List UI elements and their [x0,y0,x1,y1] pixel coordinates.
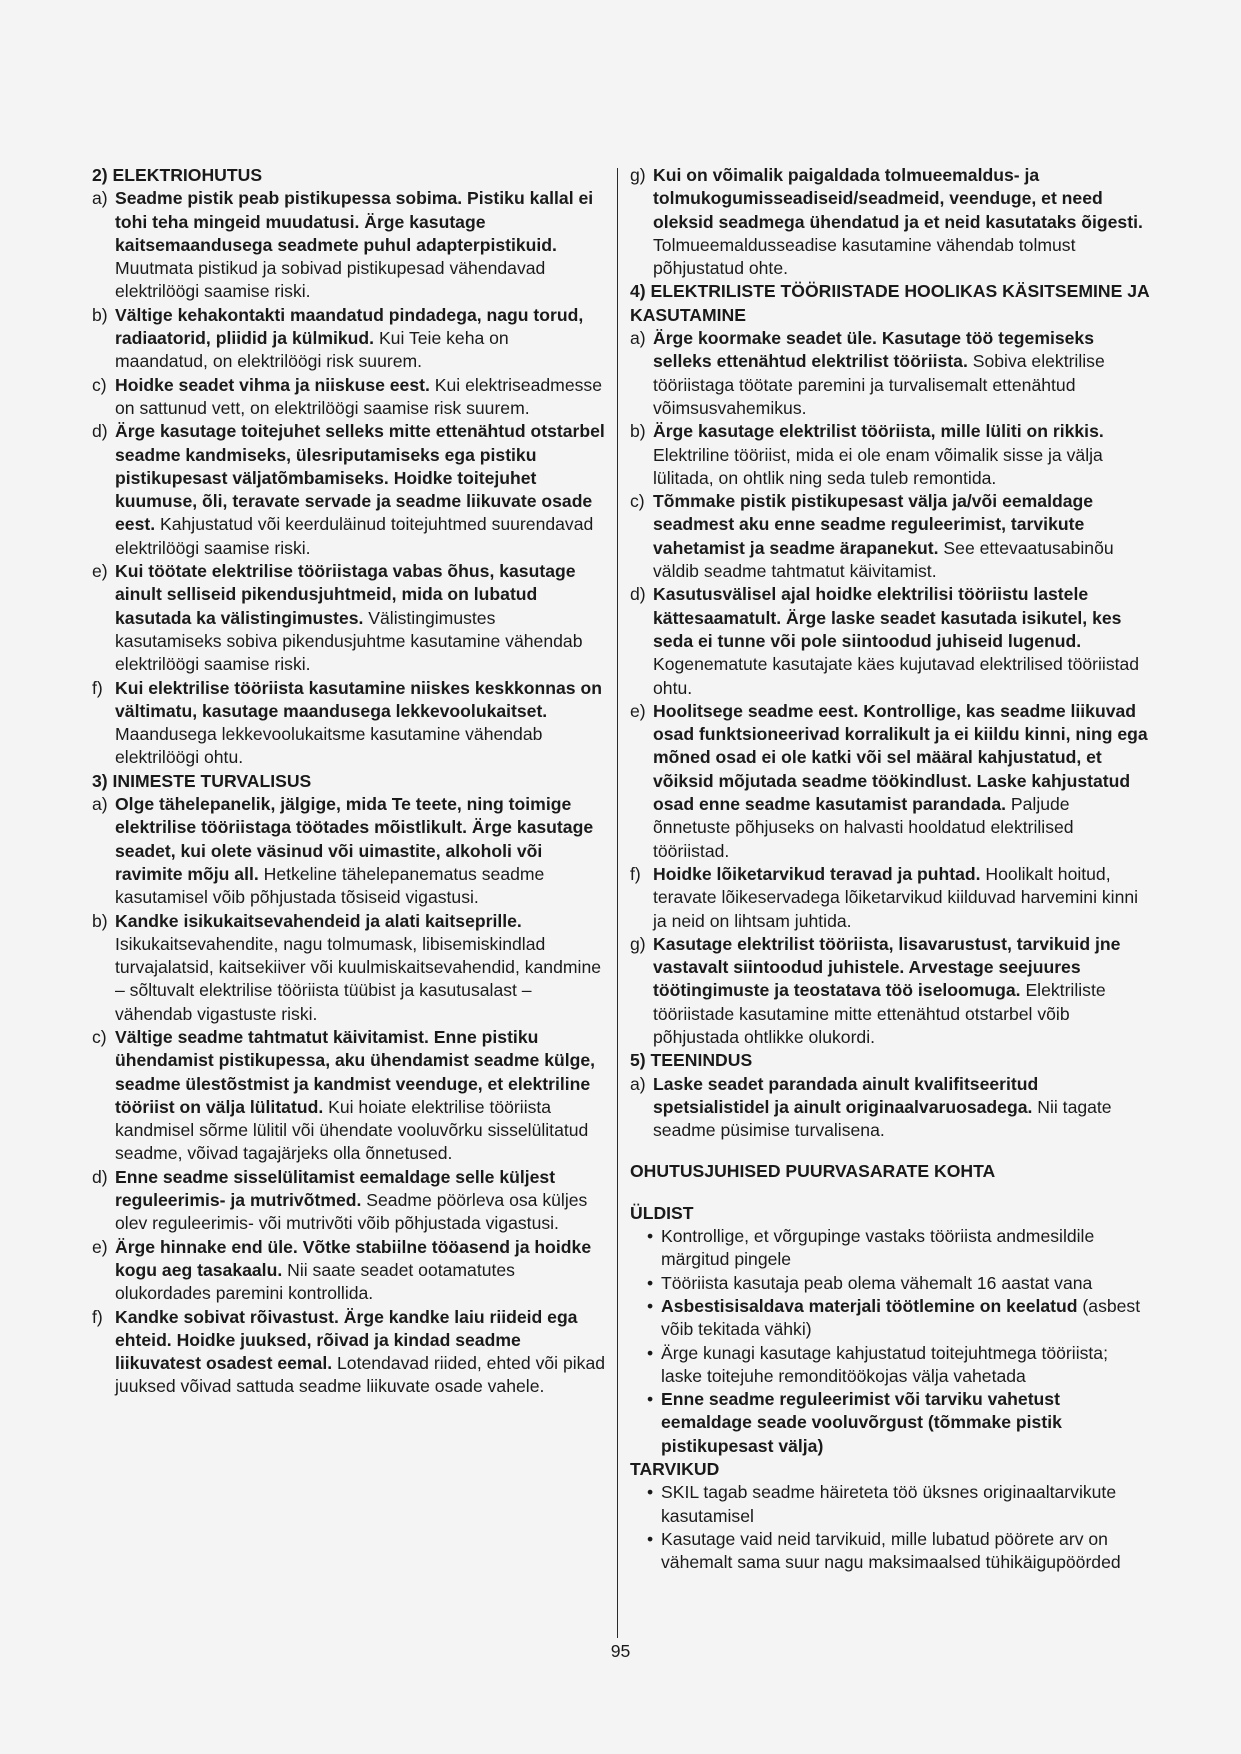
list-item-marker: f) [92,1306,103,1327]
list-item [92,677,606,770]
list-item-marker: b) [92,910,108,931]
section-heading-tool-use-care: 4) ELEKTRILISTE TÖÖRIISTADE HOOLIKAS KÄSITSEMINE JA KASUTAMINE [630,281,1150,325]
list-item-marker: a) [630,328,646,349]
list-item-marker: a) [92,188,108,209]
list-item-text: Kogenematute kasutajate käes kujutavad elektrilised tööriistad ohtu. [653,654,1140,698]
list-item-text: Elektriliste tööriistade kasutamine mitte ettenähtud otstarbel võib põhjustada ohtlikke olukordi. [653,980,1106,1047]
list-item [92,420,606,560]
personal-safety-list [92,793,606,1399]
list-item-text: Elektriline tööriist, mida ei ole enam võimalik sisse ja välja lülitada, on ohtlik ning seda tuleb remontida. [653,444,1103,488]
electrical-safety-list [92,187,606,769]
bullet-item [630,1388,1150,1458]
list-item [92,560,606,676]
list-item-text: Nii saate seadet ootamatutes olukordades paremini kontrollida. [115,1259,515,1304]
list-item-bold-text: Kui elektrilise tööriista kasutamine niiskes keskkonnas on vältimatu, kasutage maandusega lekkevoolukaitset. [115,677,602,721]
list-item-text: Sobiva elektrilise tööriistaga töötate paremini ja turvalisemalt ettenähtud võimsusvahemikus. [653,351,1105,418]
personal-safety-list-continued [630,164,1150,280]
list-item [630,420,1150,490]
list-item-marker: b) [92,304,108,325]
list-item-bold-text: Kui töötate elektrilise tööriistaga vabas õhus, kasutage ainult selliseid pikendusjuhtmeid, mida on lubatud kasutada ka välistingimustes. [115,561,576,628]
list-item [630,490,1150,583]
section-heading-hammer-safety: OHUTUSJUHISED PUURVASARATE KOHTA [630,1161,996,1182]
list-item-bold-text: Vältige kehakontakti maandatud pindadega, nagu torud, radiaatorid, pliidid ja külmikud. [115,304,584,349]
column-divider [617,168,618,1638]
list-item [630,700,1150,863]
list-item-text: Kahjustatud või keerduläinud toitejuhtmed suurendavad elektrilöögi saamise riski. [115,514,594,558]
bullet-bold-text: Enne seadme reguleerimist või tarviku vahetust eemaldage seade vooluvõrgust (tõmmake pistik pistikupesast välja) [661,1389,1062,1456]
list-item-bold-text: Kasutage elektrilist tööriista, lisavarustust, tarvikuid jne vastavalt siintoodud juhistele. Arvestage seejuures töötingimuste ja teostatava töö iseloomuga. [653,933,1121,1001]
list-item-text: Välistingimustes kasutamiseks sobiva pikendusjuhtme kasutamine vähendab elektrilöögi saamise riski. [115,607,583,675]
list-item-text: Lotendavad riided, ehted või pikad juuksed võivad sattuda seadme liikuvate osade vahele. [115,1353,606,1397]
list-item [92,374,606,421]
bullet-item [630,1295,1150,1342]
list-item [630,1073,1150,1143]
bullet-item [630,1481,1150,1528]
bullet-icon: • [647,1389,654,1410]
list-item-text: Seadme pöörleva osa küljes olev reguleerimis- või mutrivõti võib põhjustada vigastusi. [115,1190,588,1234]
list-item-bold-text: Tõmmake pistik pistikupesast välja ja/või eemaldage seadmest aku enne seadme reguleerimist, tarvikute vahetamist ja seadme ärapanekut. [653,491,1094,558]
list-item [92,1236,606,1306]
bullet-text: SKIL tagab seadme häireteta töö üksnes originaaltarvikute kasutamisel [661,1482,1117,1526]
list-item-bold-text: Enne seadme sisselülitamist eemaldage selle küljest reguleerimis- ja mutrivõtmed. [115,1166,556,1211]
bullet-item [630,1225,1150,1272]
section-heading-general: ÜLDIST [630,1202,694,1223]
bullet-text: (asbest võib tekitada vähki) [661,1295,1141,1340]
list-item-marker: g) [630,933,646,954]
list-item-text: See ettevaatusabinõu väldib seadme tahtmatut käivitamist. [653,537,1114,582]
list-item [92,793,606,909]
list-item [92,1166,606,1236]
list-item-bold-text: Hoolitsege seadme eest. Kontrollige, kas seadme liikuvad osad funktsioneerivad korralikult ja ei kiildu kinni, ning ega mõned osad ei ole katki või sel määral kahjustatud, et võiksid mõjutada seadme töökindlust. Laske kahjustatud osad enne seadme kasutamist parandada. [653,700,1148,815]
list-item-text: Kui Teie keha on maandatud, on elektrilöögi risk suurem. [115,328,509,372]
spacer [630,1184,1150,1202]
bullet-icon: • [647,1482,654,1503]
list-item [92,304,606,374]
service-list [630,1073,1150,1143]
list-item-text: Maandusega lekkevoolukaitsme kasutamine vähendab elektrilöögi ohtu. [115,724,543,768]
bullet-bold-text: Asbestisisaldava materjali töötlemine on keelatud [661,1295,1078,1316]
list-item-marker: c) [92,374,107,395]
list-item-bold-text: Vältige seadme tahtmatut käivitamist. Enne pistiku ühendamist pistikupessa, aku ühendamist seadme külge, seadme ülestõstmist ja kandmist veenduge, et elektriline tööriist on välja lülitatud. [115,1026,596,1117]
list-item [630,583,1150,699]
list-item [630,327,1150,420]
spacer [630,1142,1150,1160]
list-item-marker: e) [92,561,108,582]
list-item-marker: e) [630,700,646,721]
list-item-marker: f) [630,863,641,884]
list-item-text: Hoolikalt hoitud, teravate lõikeservadega lõiketarvikud kiilduvad harvemini kinni ja neid on lihtsam juhtida. [653,863,1139,931]
bullet-item [630,1272,1150,1295]
list-item-marker: b) [630,421,646,442]
bullet-item [630,1342,1150,1389]
bullet-text: Kontrollige, et võrgupinge vastaks tööriista andmesildile märgitud pingele [661,1226,1095,1270]
list-item-text: Nii tagate seadme püsimise turvalisena. [653,1096,1112,1141]
list-item-marker: a) [92,794,108,815]
list-item-text: Kui hoiate elektrilise tööriista kandmisel sõrme lülitil või ühendate vooluvõrku sisselülitatud seadme, võivad tagajärjeks olla õnnetused. [115,1096,589,1164]
list-item-bold-text: Olge tähelepanelik, jälgige, mida Te teete, ning toimige elektrilise tööriistaga töötades mõistlikult. Ärge kasutage seadet, kui olete väsinud või uimastite, alkoholi või ravimite mõju all. [115,794,594,884]
list-item-text: Tolmueemaldusseadise kasutamine vähendab tolmust põhjustatud ohte. [653,234,1076,279]
list-item-text: Kui elektriseadmesse on sattunud vett, on elektrilöögi saamise risk suurem. [115,374,602,418]
list-item-text: Muutmata pistikud ja sobivad pistikupesad vähendavad elektrilöögi saamise riski. [115,258,546,302]
list-item [92,1026,606,1166]
left-column [92,164,606,1399]
list-item-bold-text: Kandke sobivat rõivastust. Ärge kandke laiu riideid ega ehteid. Hoidke juuksed, rõivad ja kindad seadme liikuvatest osadest eemal. [115,1306,578,1374]
list-item-bold-text: Hoidke lõiketarvikud teravad ja puhtad. [653,863,981,884]
list-item-bold-text: Seadme pistik peab pistikupessa sobima. Pistiku kallal ei tohi teha mingeid muudatusi. Ärge kasutage kaitsemaandusega seadmete puhul adapterpistikuid. [115,188,594,255]
bullet-text: Tööriista kasutaja peab olema vähemalt 16 aastat vana [661,1272,1093,1293]
list-item-bold-text: Laske seadet parandada ainult kvalifitseeritud spetsialistidel ja ainult originaalvaruosadega. [653,1073,1039,1117]
list-item-marker: g) [630,165,646,185]
bullet-text: Kasutage vaid neid tarvikuid, mille lubatud pöörete arv on vähemalt sama suur nagu maksimaalsed tühikäigupöörded [661,1528,1121,1573]
bullet-icon: • [647,1528,654,1549]
page-number: 95 [610,1641,631,1661]
list-item-marker: f) [92,677,103,698]
list-item-bold-text: Hoidke seadet vihma ja niiskuse eest. [115,374,430,395]
list-item [630,164,1150,280]
list-item-text: Isikukaitsevahendite, nagu tolmumask, libisemiskindlad turvajalatsid, kaitsekiiver või kuulmiskaitsevahendid, kandmine – sõltuvalt elektrilise tööriista tüübist ja kasutusalast – vähendab vigastuste riski. [115,933,602,1024]
list-item-bold-text: Ärge kasutage elektrilist tööriista, mille lüliti on rikkis. [653,421,1104,442]
bullet-item [630,1528,1150,1575]
list-item-bold-text: Kui on võimalik paigaldada tolmueemaldus- ja tolmukogumisseadiseid/seadmeid, veenduge, et need oleksid seadmega ühendatud ja et neid kasutataks õigesti. [653,165,1143,232]
list-item-bold-text: Kandke isikukaitsevahendeid ja alati kaitseprille. [115,910,522,931]
list-item [630,863,1150,933]
list-item [92,187,606,303]
list-item-marker: d) [92,1166,108,1187]
bullet-text: Ärge kunagi kasutage kahjustatud toitejuhtmega tööriista; laske toitejuhe remonditöökojas välja vahetada [661,1342,1108,1386]
bullet-icon: • [647,1272,654,1293]
section-heading-electrical-safety: 2) ELEKTRIOHUTUS [92,165,263,185]
general-bullet-list [630,1225,1150,1458]
list-item-text: Paljude õnnetuste põhjuseks on halvasti hooldatud elektrilised tööriistad. [653,794,1074,861]
list-item [92,1306,606,1399]
right-column [630,164,1150,1575]
list-item-marker: c) [92,1026,107,1047]
list-item-bold-text: Ärge koormake seadet üle. Kasutage töö tegemiseks selleks ettenähtud elektrilist tööriista. [653,328,1094,372]
list-item [630,933,1150,1049]
bullet-icon: • [647,1342,654,1363]
list-item-bold-text: Ärge hinnake end üle. Võtke stabiilne tööasend ja hoidke kogu aeg tasakaalu. [115,1236,592,1280]
section-heading-service: 5) TEENINDUS [630,1050,753,1071]
list-item-marker: d) [92,421,108,442]
list-item-marker: c) [630,491,645,512]
bullet-icon: • [647,1295,654,1316]
bullet-icon: • [647,1226,654,1247]
list-item-bold-text: Ärge kasutage toitejuhet selleks mitte ettenähtud otstarbel seadme kandmiseks, ülesriputamiseks ega pistiku pistikupesast väljatõmbamiseks. Hoidke toitejuhet kuumuse, õli, teravate servade ja seadme liikuvate osade eest. [115,421,605,535]
list-item-marker: e) [92,1236,108,1257]
accessories-bullet-list [630,1481,1150,1574]
list-item-text: Hetkeline tähelepanematus seadme kasutamisel võib põhjustada tõsiseid vigastusi. [115,863,545,908]
section-heading-accessories: TARVIKUD [630,1459,720,1480]
tool-use-care-list [630,327,1150,1049]
list-item [92,910,606,1026]
list-item-marker: a) [630,1073,646,1094]
section-heading-personal-safety: 3) INIMESTE TURVALISUS [92,770,312,791]
list-item-marker: d) [630,584,646,605]
list-item-bold-text: Kasutusvälisel ajal hoidke elektrilisi tööriistu lastele kättesaamatult. Ärge laske seadet kasutada isikutel, kes seda ei tunne või pole siintoodud juhiseid lugenud. [653,584,1122,651]
